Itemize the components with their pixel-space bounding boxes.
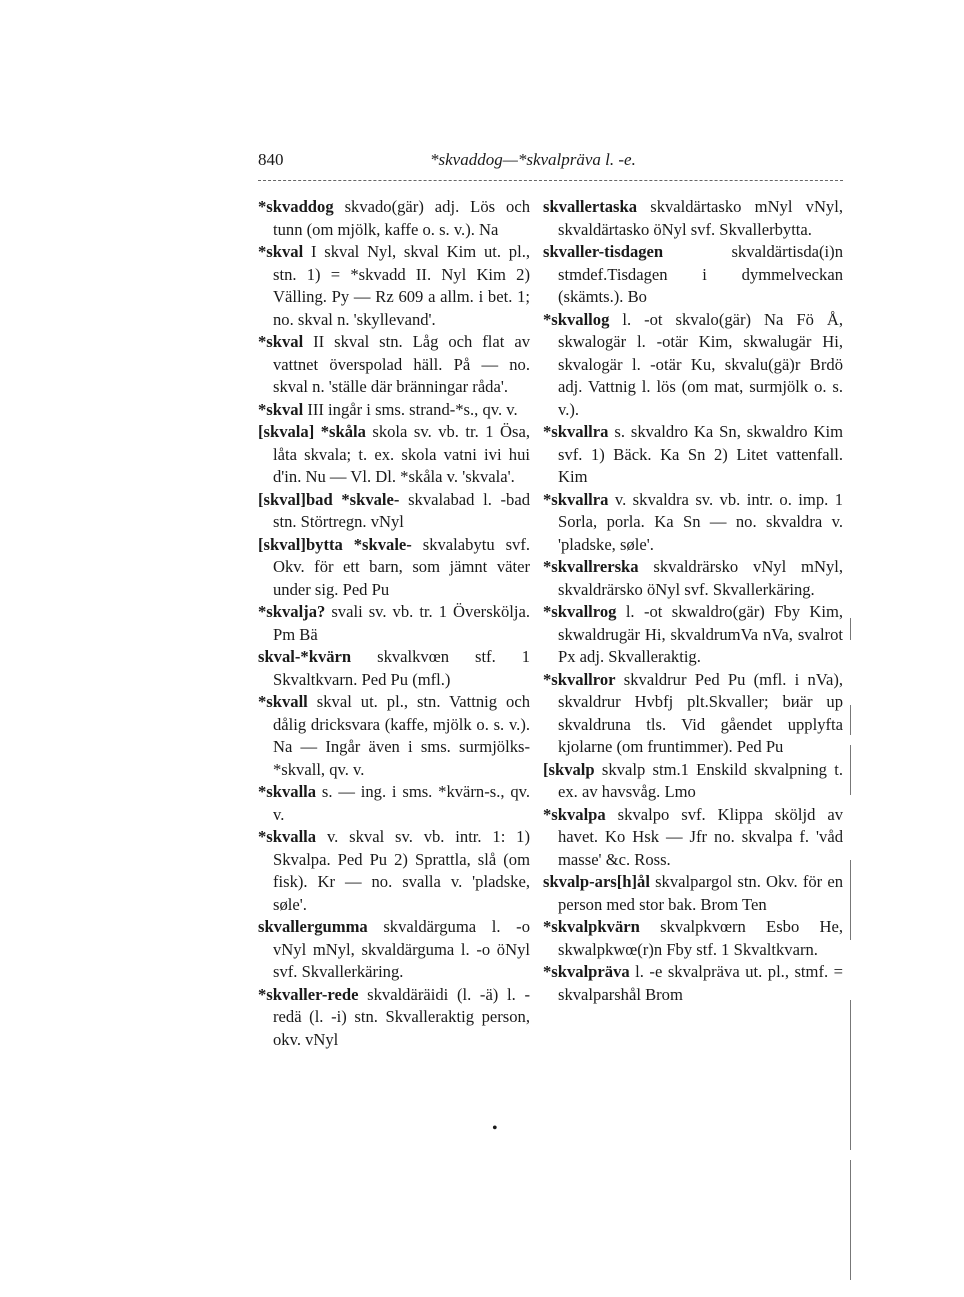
running-head xyxy=(0,150,964,174)
dictionary-entry xyxy=(258,331,530,399)
entry-body: skvalp stm.1 Enskild skvalpning t. ex. av havsvåg. Lmo xyxy=(558,759,843,801)
dictionary-entry xyxy=(543,421,843,489)
entry-body: skvaldärguma l. -o vNyl mNyl, skvaldärguma l. -o öNyl svf. Skvallerkäring. xyxy=(273,917,530,981)
entry-body: skvaldrur Ped Pu (mfl. i nVa), skvaldrur Hvbfj plt.Skvaller; bиär up skvaldruna tls. Vid gåendet upplyfta kjolarne (om fruntimmer). Ped Pu xyxy=(558,669,843,756)
margin-mark xyxy=(850,745,851,795)
entry-body: s. skvaldro Ka Sn, skwaldro Kim svf. 1) Bäck. Ka Sn 2) Litet vattenfall. Kim xyxy=(558,422,843,486)
entry-headword: [skval]bytta *skvale- xyxy=(258,534,412,554)
entry-headword: *skvalla xyxy=(258,827,317,846)
entry-headword: *skvallra xyxy=(543,489,609,509)
dictionary-entry xyxy=(543,196,843,241)
entry-body: l. -ot skwaldro(gär) Fby Kim, skwaldrugär Hi, skvaldrumVa nVa, svalrot Px adj. Skvalleraktig. xyxy=(558,602,843,666)
entry-headword: *skvall xyxy=(258,692,308,711)
dictionary-entry xyxy=(543,916,843,961)
entry-body: skvaldärtisdа(i)n stmdef.Tisdagen i dymmelveckan (skämts.). Bo xyxy=(558,242,843,306)
entry-body: skvalkvœn stf. 1 Skvaltkvarn. Ped Pu (mfl.) xyxy=(273,647,530,689)
margin-mark xyxy=(850,618,851,640)
margin-mark xyxy=(850,1000,851,1150)
entry-body: v. skvaldra sv. vb. intr. o. imp. 1 Sorla, porla. Ka Sn — no. skvaldra v. 'pladske, søle'. xyxy=(558,489,843,554)
entry-headword: *skvallrerska xyxy=(543,557,639,576)
right-column xyxy=(543,196,843,1006)
dictionary-entry xyxy=(543,601,843,669)
entry-headword: *skval xyxy=(258,332,304,351)
margin-mark xyxy=(850,1160,851,1280)
entry-headword: skvallergumma xyxy=(258,917,368,936)
dictionary-entry xyxy=(543,489,843,557)
entry-headword: *skvalja? xyxy=(258,602,326,621)
entry-body: s. — ing. i sms. *kvärn-s., qv. v. xyxy=(273,782,530,824)
dictionary-entry xyxy=(258,826,530,916)
left-column xyxy=(258,196,530,1051)
entry-body: v. skval sv. vb. intr. 1: 1) Skvalpa. Ped Pu 2) Sprattla, slå (om fisk). Kr — no. svalla v. 'pladske, søle'. xyxy=(273,827,530,914)
entry-body: skvalabytu svf. Okv. för ett barn, som jämnt väter under sig. Ped Pu xyxy=(273,534,530,599)
entry-body: skvalpargol stn. Okv. för en person med stor bak. Brom Ten xyxy=(558,872,843,914)
dictionary-entry xyxy=(258,399,530,422)
dictionary-entry xyxy=(543,871,843,916)
entry-headword: [skval]bad *skvale- xyxy=(258,489,400,509)
entry-body: skvaldäräidi (l. -ä) l. -redä (l. -i) stn. Skvalleraktig person, okv. vNyl xyxy=(273,984,530,1049)
entry-headword: *skvallror xyxy=(543,669,616,689)
entry-body: skvalabad l. -bad stn. Störtregn. vNyl xyxy=(273,489,530,531)
dictionary-entry xyxy=(543,309,843,422)
dictionary-entry xyxy=(543,556,843,601)
entry-headword: *skvallrog xyxy=(543,602,617,621)
dictionary-entry xyxy=(258,646,530,691)
entry-headword: skvallertaska xyxy=(543,197,638,216)
dictionary-entry xyxy=(543,241,843,309)
entry-body: III ingår i sms. strand-*s., qv. v. xyxy=(303,399,518,419)
entry-headword: *skvallog xyxy=(543,309,610,329)
dictionary-entry xyxy=(543,961,843,1006)
entry-headword: *skvalla xyxy=(258,782,317,801)
entry-headword: *skvalpkvärn xyxy=(543,917,640,936)
entry-body: svali sv. vb. tr. 1 Översköljа. Pm Bä xyxy=(273,602,530,644)
entry-body: skola sv. vb. tr. 1 Ösa, låta skvala; t. ex. skola vatni ivi hui d'in. Nu — Vl. Dl. *skåla v. 'skvala'. xyxy=(273,422,530,486)
entry-body: skvado(gär) adj. Lös och tunn (om mjölk, kaffe o. s. v.). Na xyxy=(273,197,530,239)
margin-mark xyxy=(850,860,851,940)
entry-body: skval ut. pl., stn. Vattnig och dålig dricksvara (kaffe, mjölk o. s. v.). Na — Ingår även i sms. surmjölks-*skvall, qv. v. xyxy=(273,692,530,779)
entry-headword: *skval xyxy=(258,399,304,419)
margin-mark xyxy=(850,705,851,735)
dictionary-entry xyxy=(258,534,530,602)
dictionary-entry xyxy=(258,916,530,984)
entry-headword: skval-*kvärn xyxy=(258,647,352,666)
dictionary-entry xyxy=(258,241,530,331)
entry-headword: *skvalpräva xyxy=(543,962,630,981)
entry-headword: *skvalpa xyxy=(543,804,606,824)
page-number: 840 xyxy=(258,150,284,169)
entry-body: l. -ot skvalo(gär) Na Fö Å, skwalogär l. -otär Kim, skwalugär Hi, skvalogär l. -otär Ku, skvalu(gä)r Brdö adj. Vattnig l. lös (om mat, surmjölk o. s. v.). xyxy=(558,309,843,419)
entry-headword: skvalp-ars[h]ål xyxy=(543,872,650,891)
entry-headword: *skvaller-rede xyxy=(258,984,359,1004)
dictionary-entry xyxy=(258,691,530,781)
dictionary-entry xyxy=(543,669,843,759)
entry-body: skvalpo svf. Klippa sköljd av havet. Ko Hsk — Jfr no. skvalpa f. 'våd masse' &c. Ross. xyxy=(558,804,843,869)
entry-body: skvalpkvœrn Esbo He, skwalpkwœ(r)n Fby stf. 1 Skvaltkvarn. xyxy=(558,917,843,959)
entry-headword: [skvala] *skåla xyxy=(258,422,366,441)
dictionary-entry xyxy=(543,759,843,804)
dictionary-entry xyxy=(258,196,530,241)
entry-headword: skvaller-tisdagen xyxy=(543,242,664,261)
entry-headword: *skval xyxy=(258,242,304,261)
dictionary-entry xyxy=(543,804,843,872)
dictionary-entry xyxy=(258,601,530,646)
dictionary-entry xyxy=(258,489,530,534)
entry-body: skvaldrärsko vNyl mNyl, skvaldrärsko öNyl svf. Skvallerkäring. xyxy=(558,557,843,599)
headword-range: *skvaddog—*skvalpräva l. -e. xyxy=(430,150,636,169)
entry-body: skvaldärtasko mNyl vNyl, skvaldärtasko öNyl svf. Skvallerbytta. xyxy=(558,197,843,239)
entry-headword: *skvaddog xyxy=(258,197,334,216)
footer-mark: • xyxy=(492,1120,498,1137)
header-rule xyxy=(258,180,843,181)
entry-body: l. -e skvalpräva ut. pl., stmf. = skvalparshål Brom xyxy=(558,962,843,1004)
entry-body: I skval Nyl, skval Kim ut. pl., stn. 1) = *skvadd II. Nyl Kim 2) Välling. Py — Rz 609 a allm. i bet. 1; no. skval n. 'skyllevand'. xyxy=(273,242,530,329)
dictionary-entry xyxy=(258,781,530,826)
dictionary-entry xyxy=(258,421,530,489)
entry-body: II skval stn. Låg och flat av vattnet överspolad häll. På — no. skval n. 'ställe där bränningar råda'. xyxy=(273,332,530,396)
dictionary-entry xyxy=(258,984,530,1052)
entry-headword: *skvallra xyxy=(543,422,609,441)
entry-headword: [skvalp xyxy=(543,759,595,779)
